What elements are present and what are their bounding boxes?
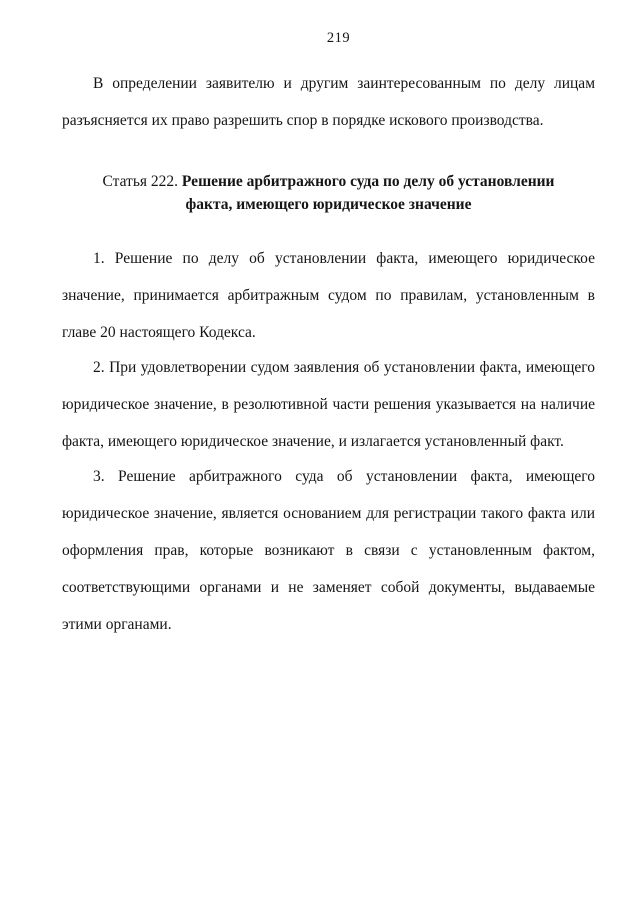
article-number-label: Статья 222. — [102, 173, 179, 190]
paragraph-1 — [62, 240, 595, 351]
paragraph-1-line: 1. Решение по делу об установлении факта, имеющего юридическое — [93, 250, 595, 267]
intro-paragraph — [62, 65, 595, 139]
page-number: 219 — [326, 30, 351, 46]
paragraph-3-line: 3. Решение арбитражного суда об установлении факта, имеющего — [93, 468, 595, 485]
paragraph-1-line: главе 20 настоящего Кодекса. — [62, 324, 256, 341]
paragraph-3-line: этими органами. — [62, 616, 172, 633]
paragraph-3 — [62, 458, 595, 643]
paragraph-2-line: факта, имеющего юридическое значение, и излагается установленный факт. — [62, 433, 564, 450]
paragraph-2 — [62, 349, 595, 460]
article-heading-line1 — [62, 171, 595, 194]
paragraph-3-line: юридическое значение, является основанием для регистрации такого факта или — [62, 505, 595, 522]
paragraph-1-line: значение, принимается арбитражным судом по правилам, установленным в — [62, 287, 595, 304]
article-title-part1: Решение арбитражного суда по делу об установлении — [181, 173, 555, 190]
article-heading-line2: факта, имеющего юридическое значение — [185, 195, 472, 213]
intro-paragraph-line: разъясняется их право разрешить спор в порядке искового производства. — [62, 112, 544, 129]
paragraph-3-line: оформления прав, которые возникают в связи с установленным фактом, — [62, 542, 595, 559]
paragraph-3-line: соответствующими органами и не заменяет собой документы, выдаваемые — [62, 579, 595, 596]
intro-paragraph-line: В определении заявителю и другим заинтересованным по делу лицам — [93, 75, 595, 92]
paragraph-2-line: 2. При удовлетворении судом заявления об установлении факта, имеющего — [93, 359, 595, 376]
paragraph-2-line: юридическое значение, в резолютивной части решения указывается на наличие — [62, 396, 595, 413]
article-heading — [62, 171, 595, 216]
